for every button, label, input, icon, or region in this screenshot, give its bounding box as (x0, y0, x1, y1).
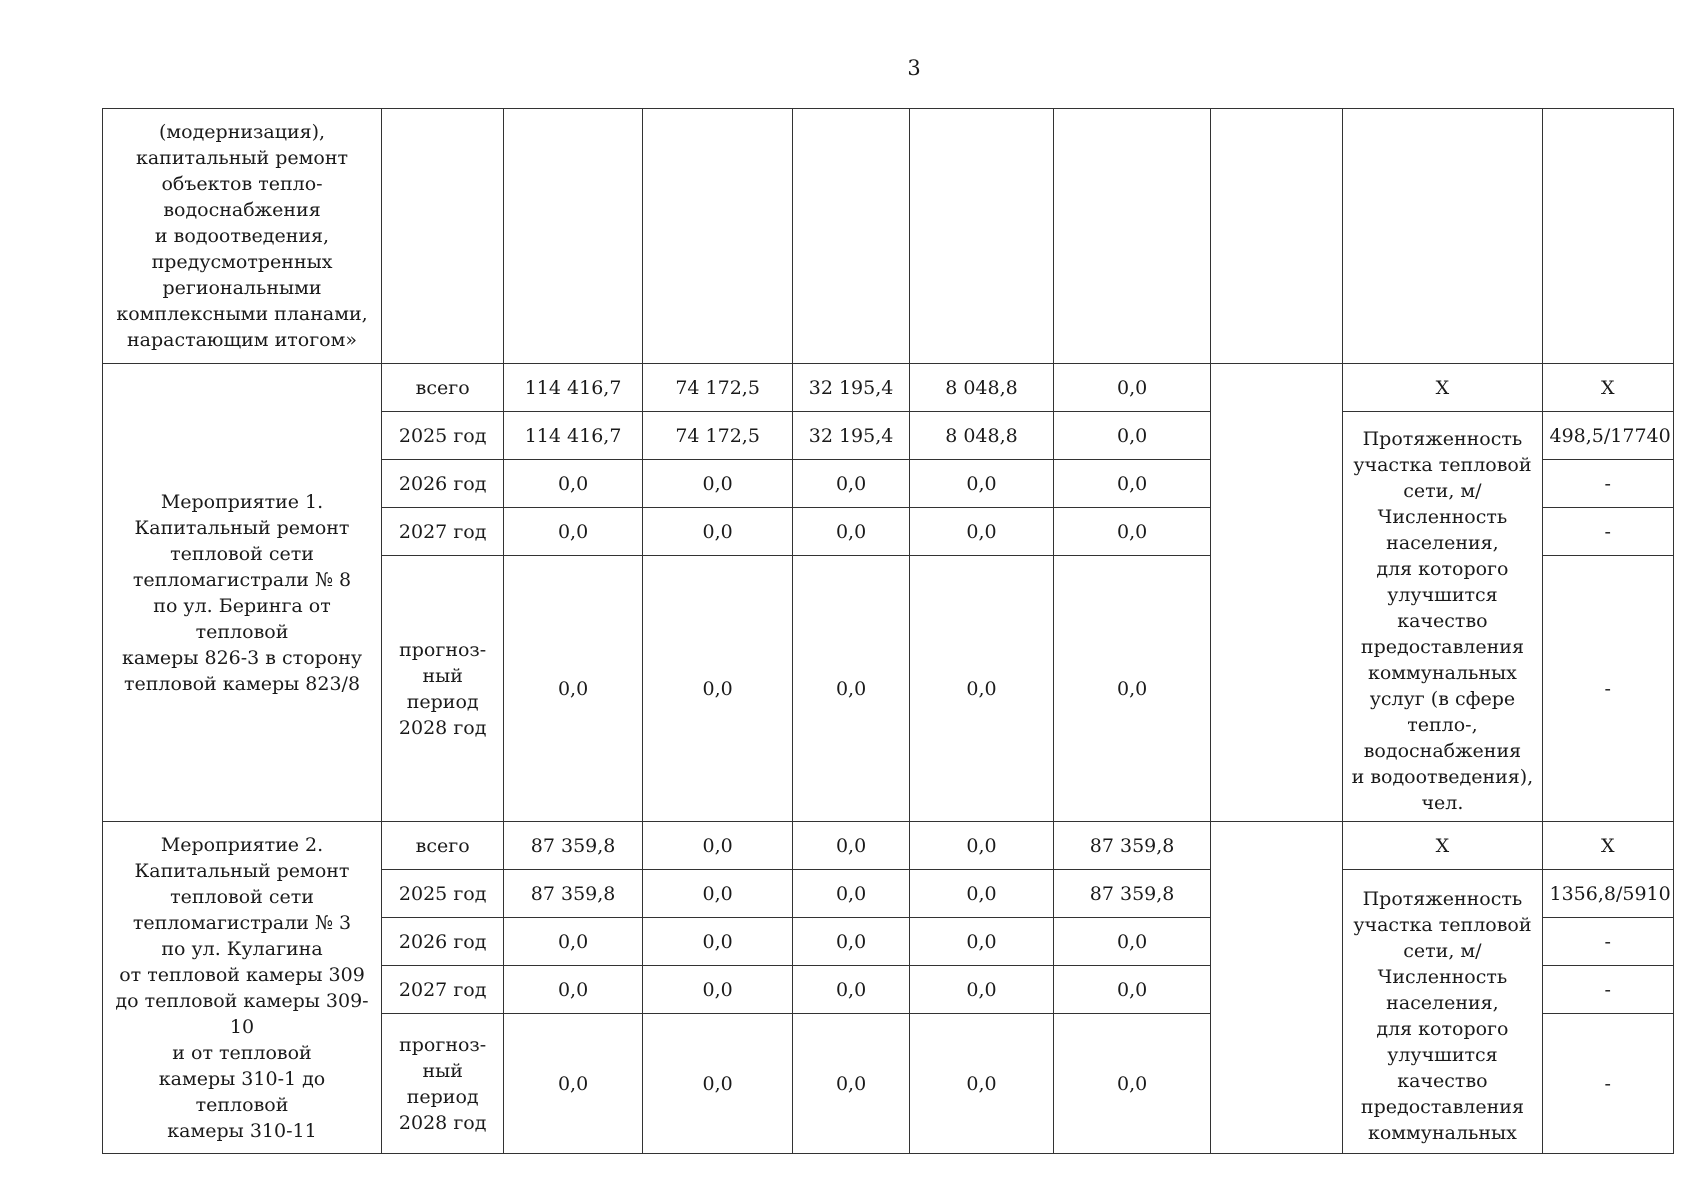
period-label: 2025 год (382, 412, 504, 460)
value-cell: 0,0 (504, 460, 642, 508)
target-value: 498,5/17740 (1542, 412, 1674, 460)
empty-cell (793, 109, 909, 364)
value-cell: 87 359,8 (504, 870, 642, 918)
measure-2-title: Мероприятие 2. Капитальный ремонт тепловой сети тепломагистрали № 3 по ул. Кулагина от тепловой камеры 309 до тепловой камеры 309-10 и от тепловой камеры 310-1 до тепловой камеры 310-11 (103, 822, 382, 1154)
value-cell: 74 172,5 (642, 364, 793, 412)
value-cell: 0,0 (909, 822, 1054, 870)
empty-cell (909, 109, 1054, 364)
value-cell: 0,0 (504, 508, 642, 556)
value-cell: 0,0 (642, 918, 793, 966)
value-cell: 0,0 (504, 1014, 642, 1154)
value-cell: 0,0 (504, 918, 642, 966)
value-cell: 0,0 (1054, 412, 1211, 460)
x-mark: X (1343, 364, 1542, 412)
page-number: 3 (907, 56, 921, 80)
empty-cell (1210, 364, 1342, 822)
value-cell: 0,0 (1054, 1014, 1211, 1154)
value-cell: 0,0 (909, 1014, 1054, 1154)
empty-cell (382, 109, 504, 364)
target-value: - (1542, 556, 1674, 822)
value-cell: 0,0 (1054, 966, 1211, 1014)
empty-cell (1343, 109, 1542, 364)
target-value: 1356,8/5910 (1542, 870, 1674, 918)
value-cell: 0,0 (909, 508, 1054, 556)
value-cell: 0,0 (642, 822, 793, 870)
value-cell: 74 172,5 (642, 412, 793, 460)
target-value: - (1542, 966, 1674, 1014)
value-cell: 0,0 (793, 870, 909, 918)
value-cell: 87 359,8 (1054, 822, 1211, 870)
value-cell: 0,0 (642, 870, 793, 918)
program-table (102, 108, 1674, 1154)
target-value: - (1542, 918, 1674, 966)
period-label: прогноз- ный период 2028 год (382, 556, 504, 822)
value-cell: 32 195,4 (793, 412, 909, 460)
target-value: - (1542, 1014, 1674, 1154)
period-label: всего (382, 822, 504, 870)
value-cell: 0,0 (504, 966, 642, 1014)
empty-cell (642, 109, 793, 364)
value-cell: 0,0 (793, 508, 909, 556)
value-cell: 0,0 (793, 966, 909, 1014)
value-cell: 0,0 (1054, 364, 1211, 412)
empty-cell (1210, 109, 1342, 364)
measure-2-row-total (103, 822, 1674, 870)
continuation-row (103, 109, 1674, 364)
value-cell: 0,0 (909, 870, 1054, 918)
value-cell: 0,0 (504, 556, 642, 822)
value-cell: 0,0 (1054, 508, 1211, 556)
value-cell: 0,0 (793, 556, 909, 822)
value-cell: 0,0 (642, 1014, 793, 1154)
continuation-text: (модернизация), капитальный ремонт объектов тепло- водоснабжения и водоотведения, предусмотренных региональными комплексными планами, нарастающим итогом» (103, 109, 382, 364)
value-cell: 0,0 (642, 508, 793, 556)
value-cell: 32 195,4 (793, 364, 909, 412)
target-value: - (1542, 508, 1674, 556)
measure-1-indicator: Протяженность участка тепловой сети, м/ Численность населения, для которого улучшится качество предоставления коммунальных услуг (в сфере тепло-, водоснабжения и водоотведения), чел. (1343, 412, 1542, 822)
period-label: прогноз- ный период 2028 год (382, 1014, 504, 1154)
period-label: 2026 год (382, 918, 504, 966)
x-mark: X (1343, 822, 1542, 870)
value-cell: 0,0 (642, 556, 793, 822)
measure-1-title: Мероприятие 1. Капитальный ремонт тепловой сети тепломагистрали № 8 по ул. Беринга от тепловой камеры 826-3 в сторону тепловой камеры 823/8 (103, 364, 382, 822)
empty-cell (1542, 109, 1674, 364)
measure-2-indicator: Протяженность участка тепловой сети, м/ Численность населения, для которого улучшится качество предоставления коммунальных (1343, 870, 1542, 1154)
value-cell: 0,0 (1054, 918, 1211, 966)
value-cell: 0,0 (909, 460, 1054, 508)
value-cell: 0,0 (909, 556, 1054, 822)
x-mark: X (1542, 822, 1674, 870)
value-cell: 8 048,8 (909, 412, 1054, 460)
value-cell: 114 416,7 (504, 364, 642, 412)
period-label: всего (382, 364, 504, 412)
empty-cell (1054, 109, 1211, 364)
target-value: - (1542, 460, 1674, 508)
value-cell: 0,0 (793, 918, 909, 966)
period-label: 2027 год (382, 508, 504, 556)
value-cell: 0,0 (793, 822, 909, 870)
value-cell: 8 048,8 (909, 364, 1054, 412)
value-cell: 0,0 (1054, 556, 1211, 822)
value-cell: 0,0 (793, 1014, 909, 1154)
empty-cell (504, 109, 642, 364)
value-cell: 87 359,8 (504, 822, 642, 870)
empty-cell (1210, 822, 1342, 1154)
value-cell: 0,0 (909, 918, 1054, 966)
value-cell: 0,0 (793, 460, 909, 508)
value-cell: 0,0 (909, 966, 1054, 1014)
value-cell: 0,0 (642, 966, 793, 1014)
period-label: 2027 год (382, 966, 504, 1014)
x-mark: X (1542, 364, 1674, 412)
value-cell: 0,0 (1054, 460, 1211, 508)
value-cell: 114 416,7 (504, 412, 642, 460)
value-cell: 0,0 (642, 460, 793, 508)
value-cell: 87 359,8 (1054, 870, 1211, 918)
period-label: 2026 год (382, 460, 504, 508)
measure-1-row-total (103, 364, 1674, 412)
period-label: 2025 год (382, 870, 504, 918)
